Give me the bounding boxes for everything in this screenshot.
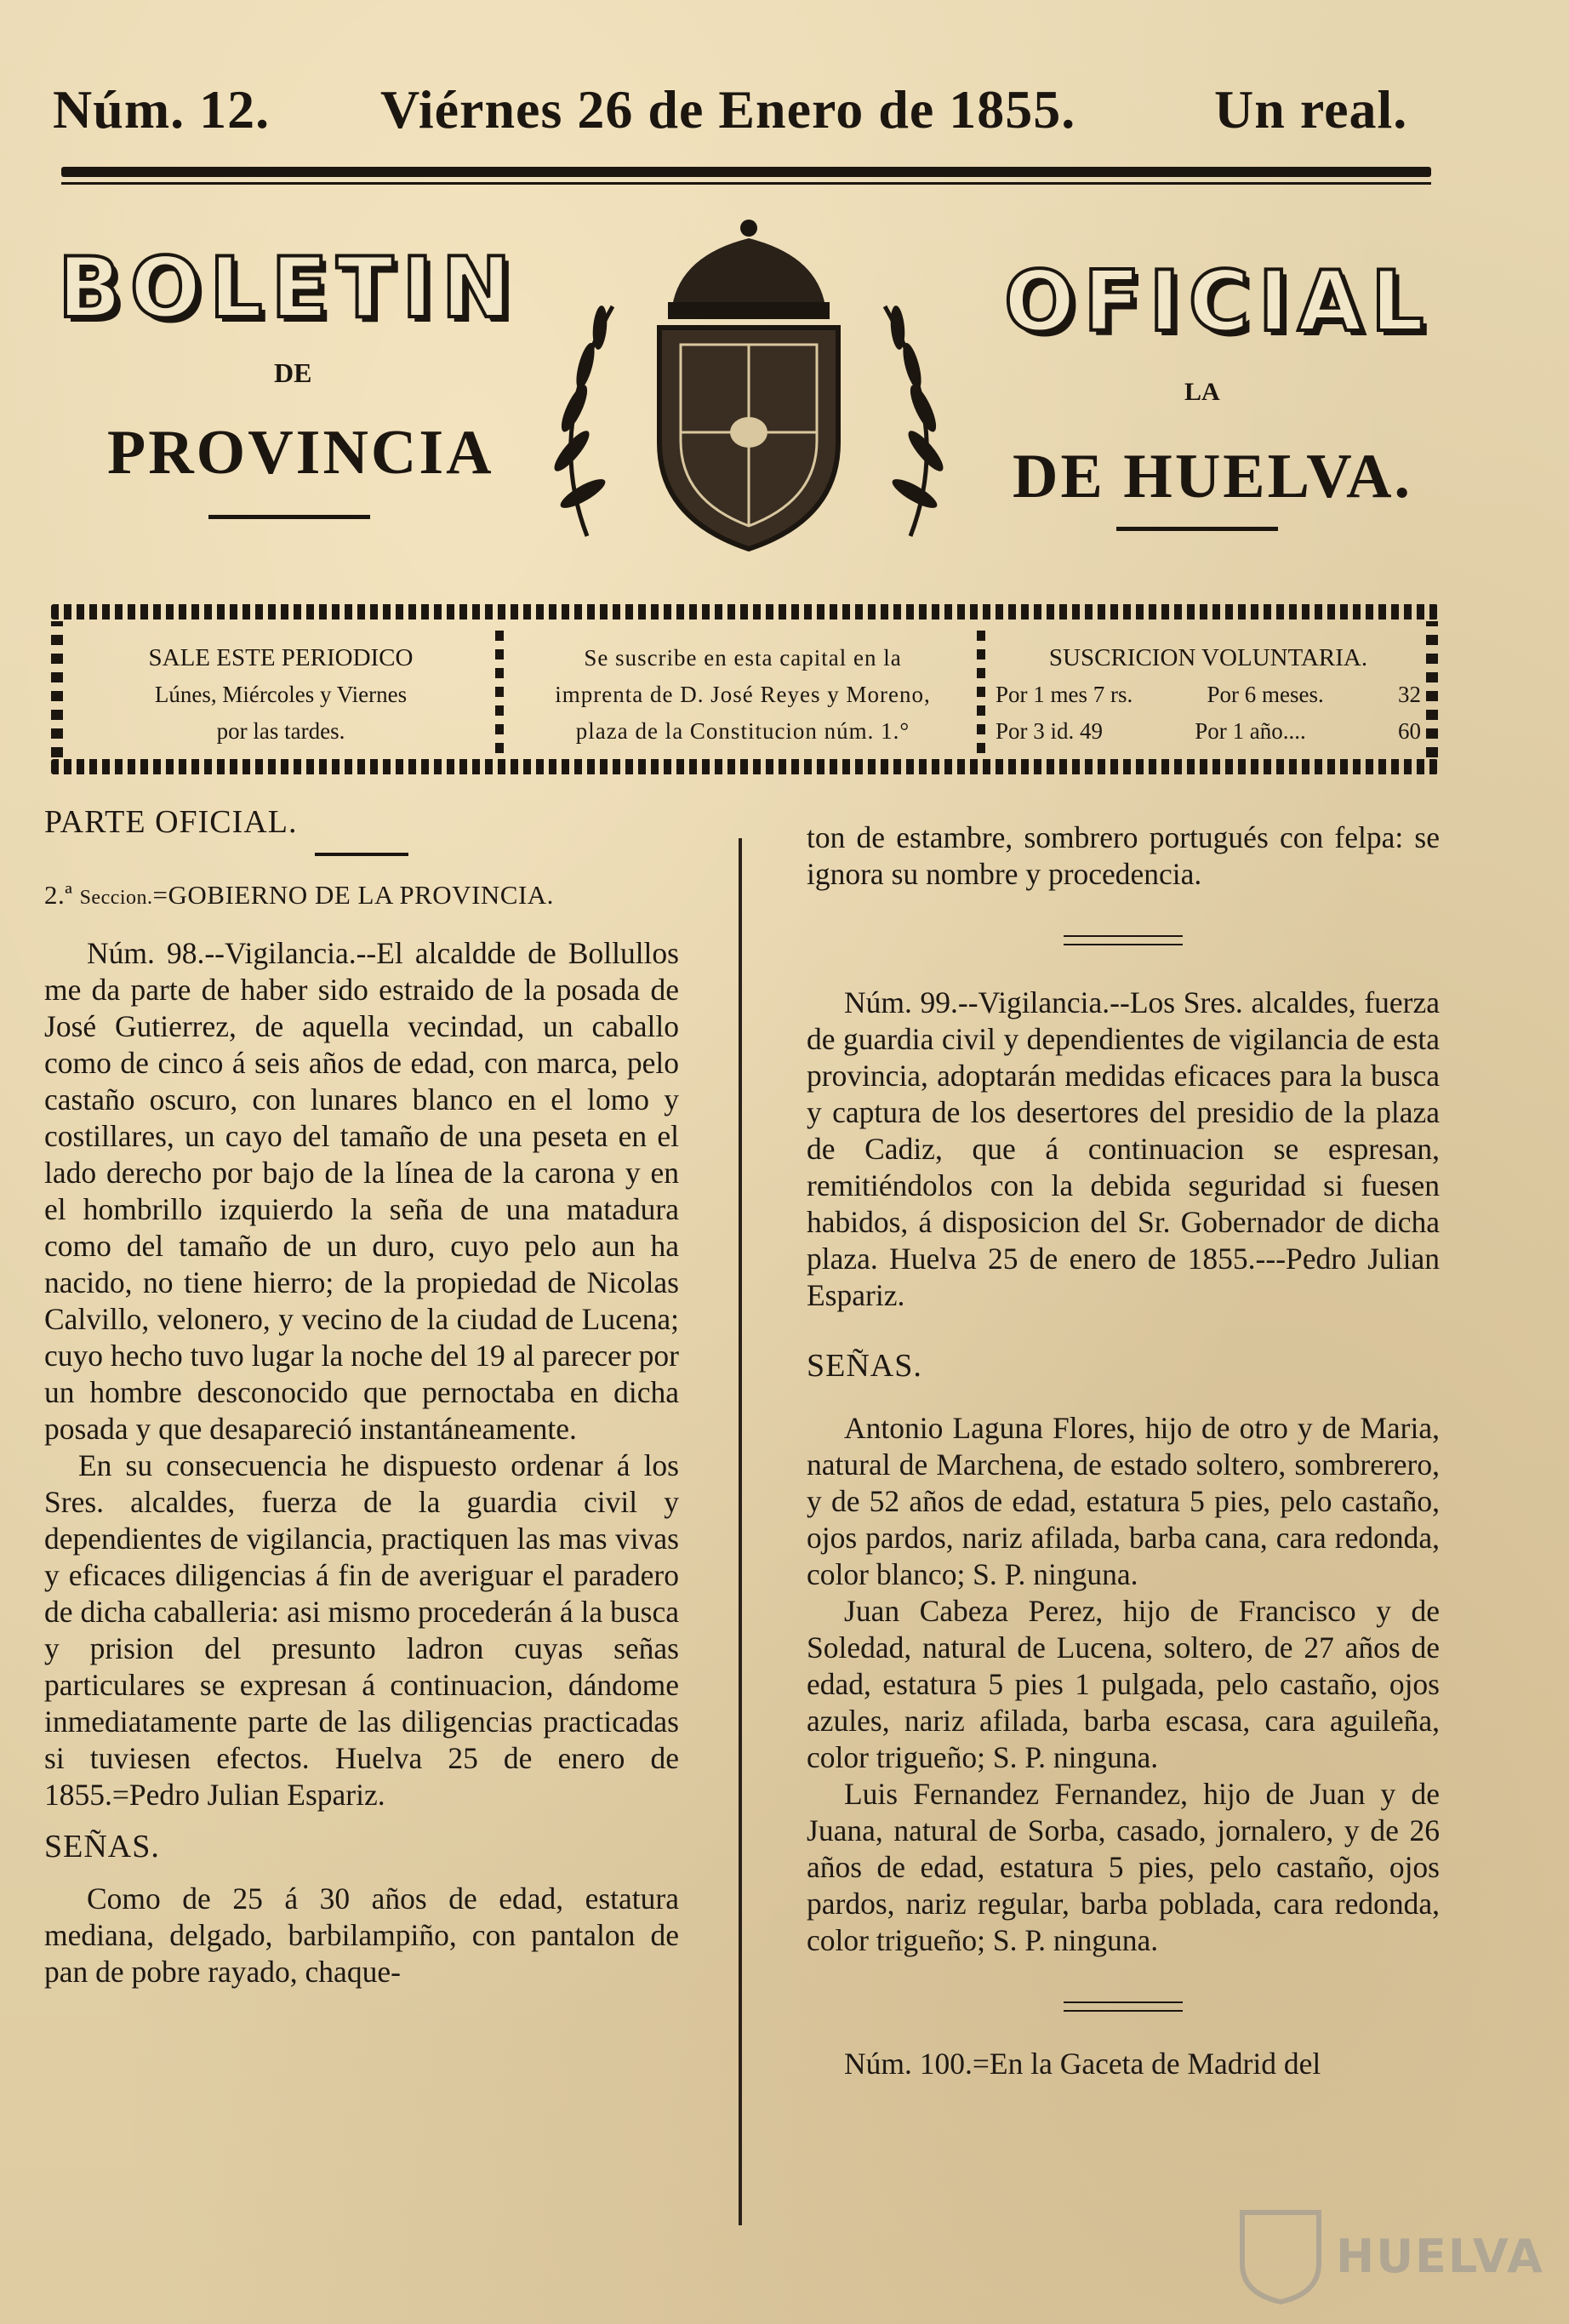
box-divider-1 (495, 630, 504, 753)
price-6-months-label: Por 6 meses. (1207, 682, 1324, 707)
title-flourish-left (208, 515, 370, 519)
subscribe-line-3: plaza de la Constitucion núm. 1.° (575, 718, 910, 744)
deserter-1: Antonio Laguna Flores, hijo de otro y de Maria, natural de Marchena, de estado soltero, sombrerero, y de 52 años de edad, estatura 5 pies, pelo castaño, ojos pardos, nariz afilada, barba cana, cara redonda, color blanco; S. P. ninguna. (807, 1411, 1440, 1591)
notice-100-text: Núm. 100.=En la Gaceta de Madrid del (844, 2047, 1321, 2081)
price-1-year-value: 60 (1397, 718, 1421, 744)
section-number: 2.ª (44, 880, 73, 910)
senas-description-left: Como de 25 á 30 años de edad, estatura mediana, delgado, barbilampiño, con pantalon de pan de pobre rayado, chaque- (44, 1881, 679, 1989)
issue-price: Un real. (1214, 79, 1408, 140)
box-border-right (1426, 621, 1438, 757)
notice-divider-1 (1064, 935, 1183, 945)
watermark-shield-icon (1234, 2204, 1327, 2306)
subscribe-info (517, 640, 968, 750)
price-1-year-label: Por 1 año.... (1195, 718, 1306, 744)
notice-98-consequence: En su consecuencia he dispuesto ordenar á los Sres. alcaldes, fuerza de la guardia civil y dependientes de vigilancia, practiquen las mas vivas y eficaces diligencias á fin de averiguar el paradero de dicha caballeria: asi mismo procederán á la busca y prision del presunto ladron cuyas señas particulares se expresan á continuacion, dándome inmediatamente parte de las diligencias practicadas si tuviesen efectos. Huelva 25 de enero de 1855.=Pedro Julian Espariz. (44, 1448, 679, 1812)
heading-divider (315, 853, 408, 856)
section-label: Seccion. (79, 887, 153, 909)
title-de-huelva: DE HUELVA. (1013, 442, 1413, 511)
deserter-2: Juan Cabeza Perez, hijo de Francisco y de Soledad, natural de Lucena, soltero, de 27 años de edad, estatura 5 pies 1 pulgada, pelo castaño, ojos azules, nariz afilada, barba escasa, cara aguileña, color trigueño; S. P. ninguna. (807, 1594, 1440, 1774)
notice-99-text: Núm. 99.--Vigilancia.--Los Sres. alcaldes, fuerza de guardia civil y dependientes de vigilancia de esta provincia, adoptarán medidas eficaces para la busca y captura de los desertores del presidio de la plaza de Cadiz, que á continuacion se espresan, remitiéndolos con la debida seguridad si fuesen habidos, á disposicion del Sr. Gobernador de dicha plaza. Huelva 25 de enero de 1855.---Pedro Julian Espariz. (807, 985, 1440, 1312)
box-divider-2 (977, 630, 985, 753)
notice-98-text: Núm. 98.--Vigilancia.--El alcaldde de Bollullos me da parte de haber sido estraido de la posada de José Gutierrez, de aquella vecindad, un caballo como de cinco á seis años de edad, con marca, pelo castaño oscuro, con lunares blanco en el lomo y costillares, un cayo del tamaño de una peseta en el lado derecho por bajo de la línea de la carona y en el hombrillo izquierdo la seña de una matadura como del tamaño de un duro, cuyo pelo aun ha nacido, no tiene hierro; de la propiedad de Nicolas Calvillo, velonero, y vecino de la ciudad de Lucena; cuyo hecho tuvo lugar la noche del 19 al parecer por un hombre desconocido que pernoctaba en dicha posada y que desapareció instantáneamente. (44, 936, 679, 1446)
masthead-rule-thin (61, 182, 1431, 185)
senas-heading-left: SEÑAS. (44, 1829, 160, 1864)
box-border-top (51, 604, 1438, 620)
title-flourish-right (1116, 527, 1278, 531)
notice-divider-2 (1064, 2001, 1183, 2012)
title-provincia: PROVINCIA (107, 418, 494, 488)
column-divider (739, 838, 742, 2225)
watermark-text: HUELVA (1336, 2230, 1544, 2283)
pricing-title: SUSCRICION VOLUNTARIA. (1048, 644, 1368, 671)
box-border-bottom (51, 759, 1438, 774)
box-border-left (51, 621, 63, 757)
masthead-top-line (53, 78, 1431, 155)
price-3-months: Por 3 id. 49 (996, 718, 1104, 744)
pricing-row-1 (996, 677, 1421, 713)
left-column (44, 804, 679, 1990)
subscription-box (51, 604, 1438, 774)
issue-number: Núm. 12. (53, 79, 271, 140)
senas-heading-right: SEÑAS. (807, 1348, 922, 1384)
masthead-rule (61, 167, 1431, 177)
price-6-months-value: 32 (1398, 682, 1421, 707)
coat-of-arms-emblem (511, 213, 987, 570)
subscribe-line-2: imprenta de D. José Reyes y Moreno, (555, 682, 931, 707)
section-title: GOBIERNO DE LA PROVINCIA. (168, 880, 554, 910)
parte-oficial-heading: PARTE OFICIAL. (44, 804, 298, 840)
section-heading: 2.ª Seccion.=GOBIERNO DE LA PROVINCIA. (44, 880, 554, 910)
schedule-info (77, 640, 485, 750)
continuation-text: ton de estambre, sombrero portugués con felpa: se ignora su nombre y procedencia. (807, 820, 1440, 891)
deserter-3: Luis Fernandez Fernandez, hijo de Juan y de Juana, natural de Sorba, casado, jornalero, y de 26 años de edad, estatura 5 pies, pelo castaño, ojos pardos, nariz regular, barba poblada, cara redonda, color trigueño; S. P. ninguna. (807, 1777, 1440, 1957)
issue-date: Viérnes 26 de Enero de 1855. (380, 79, 1076, 140)
pricing-info (996, 640, 1421, 750)
subscribe-line-1: Se suscribe en esta capital en la (584, 645, 902, 671)
title-la: LA (1184, 378, 1220, 406)
price-1-month: Por 1 mes 7 rs. (996, 682, 1133, 707)
archive-watermark (1234, 2204, 1544, 2306)
title-boletin: BOLETIN (58, 240, 520, 337)
schedule-line-2: Lúnes, Miércoles y Viernes (154, 682, 408, 707)
title-oficial: OFICIAL (1004, 254, 1433, 351)
schedule-line-1: SALE ESTE PERIODICO (148, 644, 414, 671)
pricing-row-2 (996, 713, 1421, 750)
right-column (807, 819, 1440, 2082)
title-de: DE (274, 357, 312, 388)
schedule-line-3: por las tardes. (216, 718, 345, 744)
